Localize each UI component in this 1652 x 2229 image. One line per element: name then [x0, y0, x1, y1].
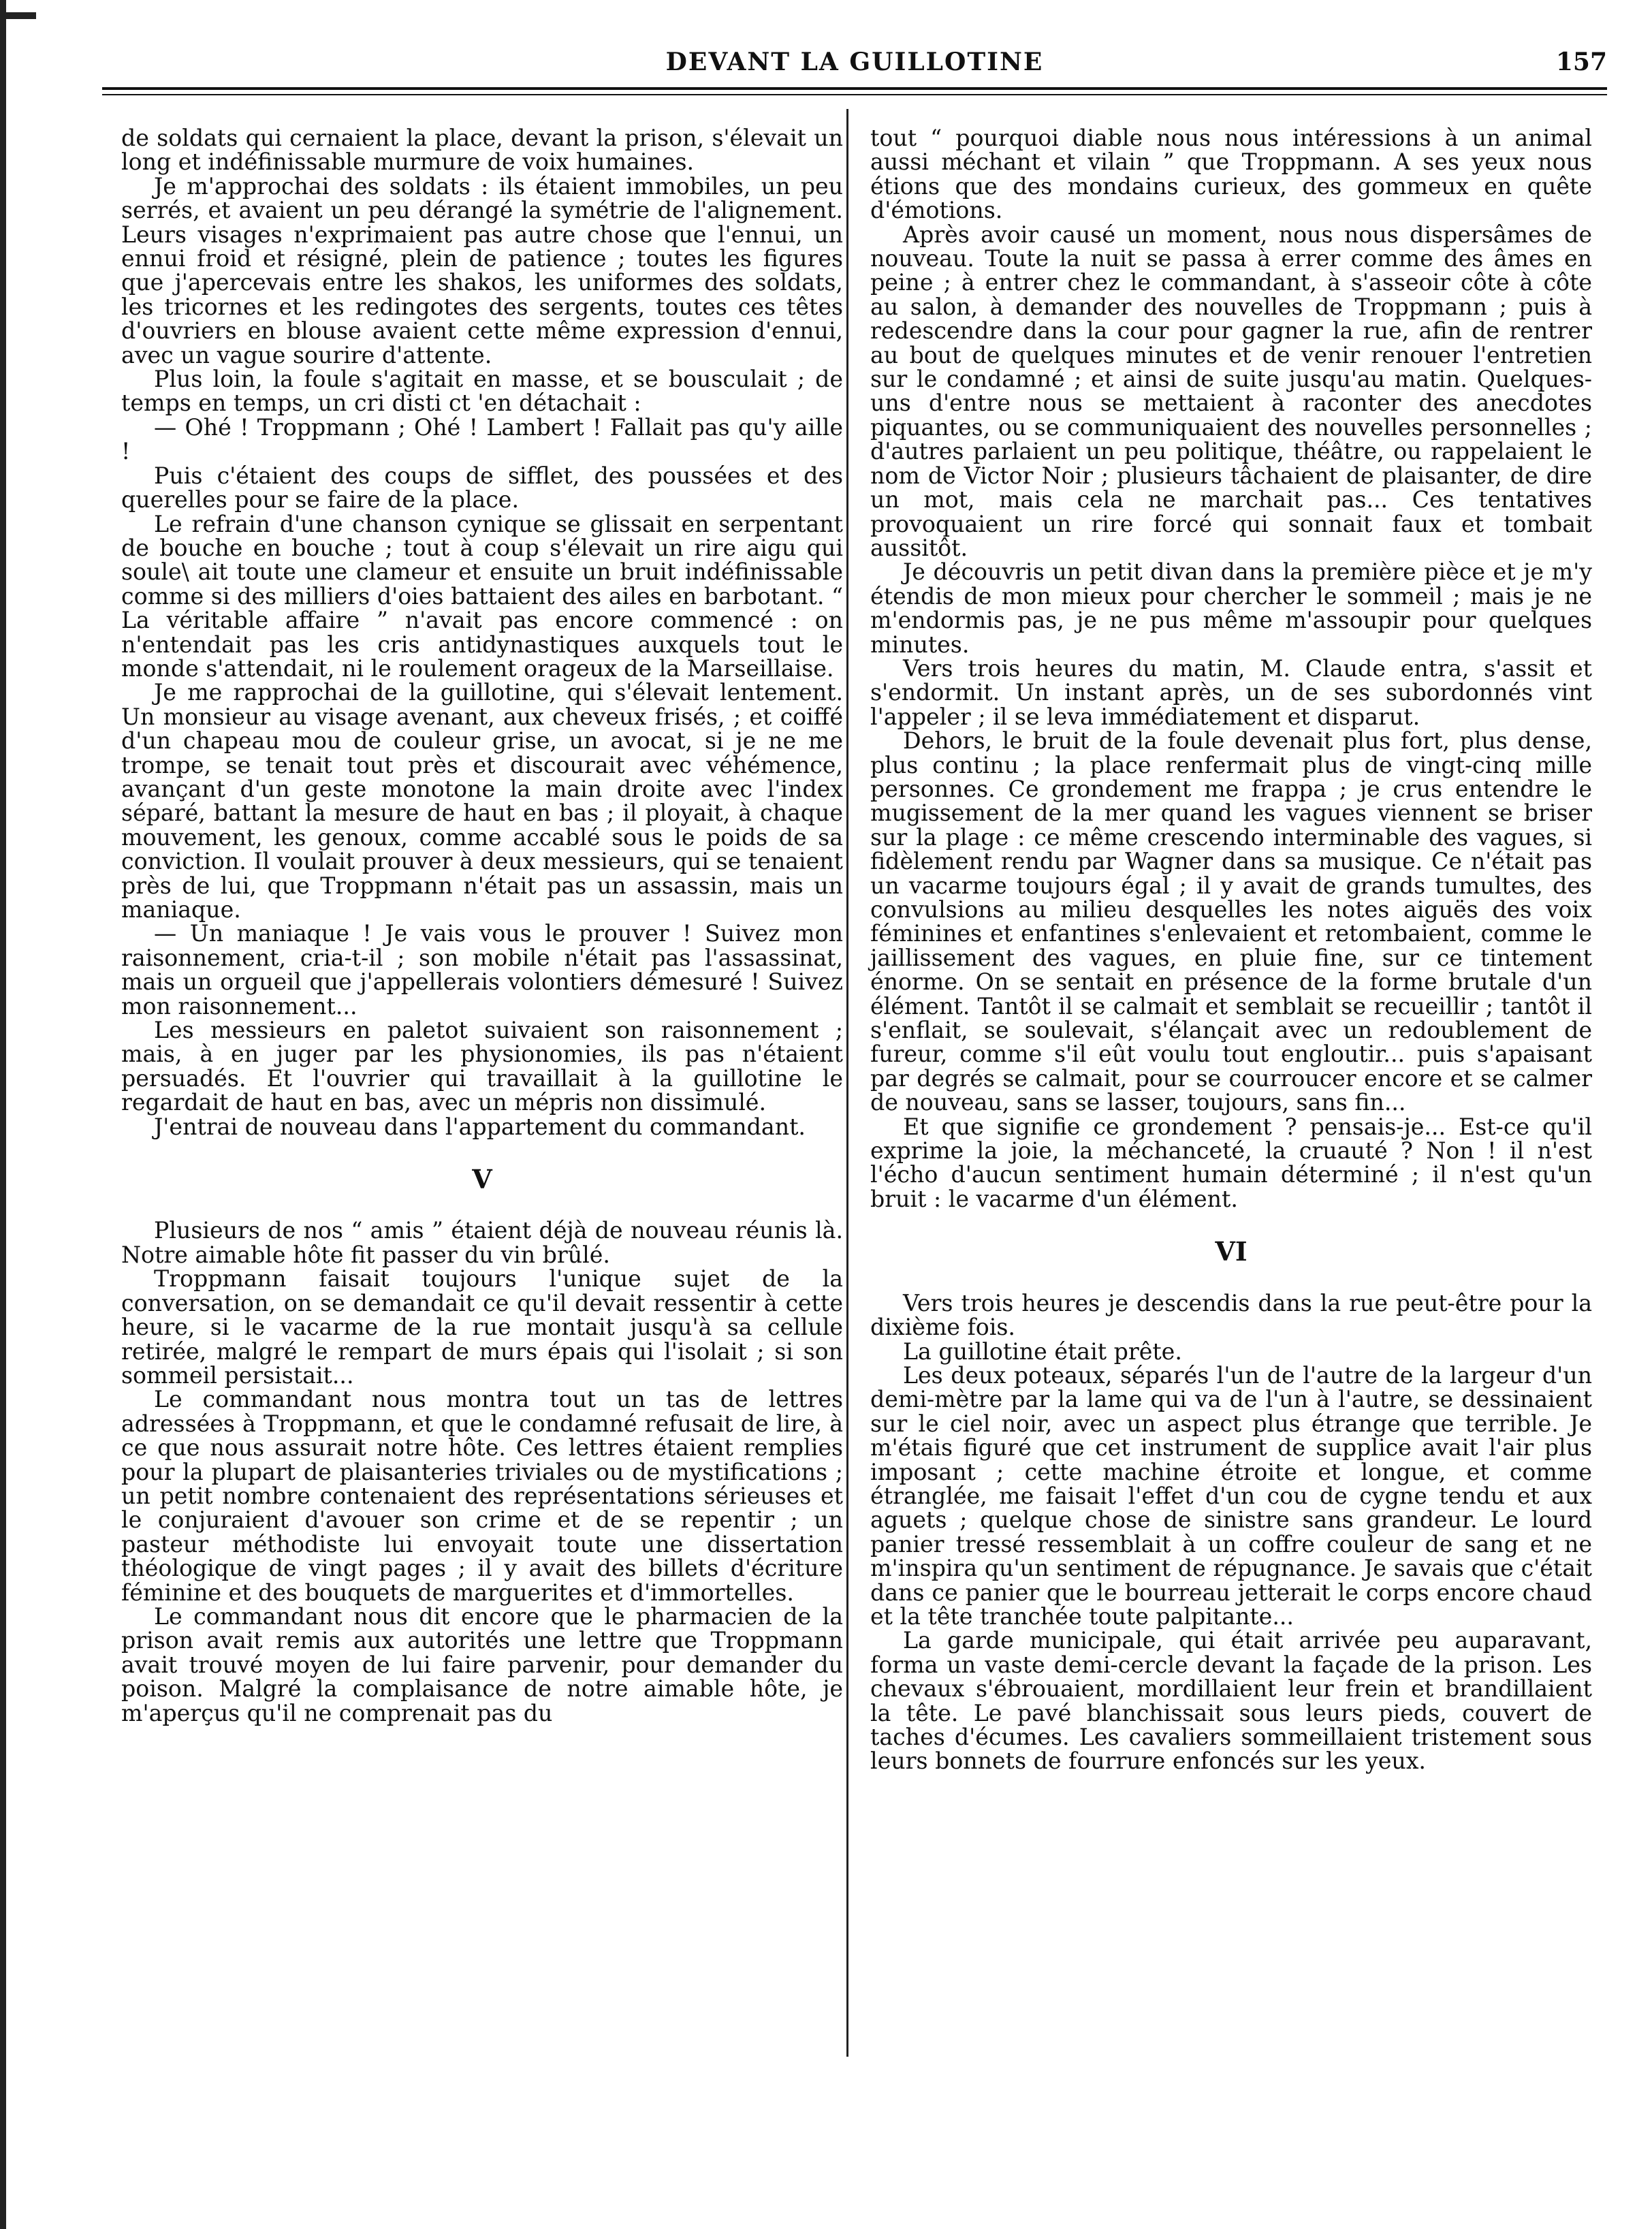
header-rule-thin [102, 94, 1607, 95]
binding-edge [0, 0, 6, 2229]
paragraph: La garde municipale, qui était arrivée peu auparavant, forma un vaste demi-cercle devant la façade de la prison. Les chevaux s'ébrouaient, mordillaient leur frein et brandillaient la tête. Le pavé blanchissait sous leurs pieds, couvert de taches d'écumes. Les cavaliers sommeillaient tristement sous leurs bonnets de fourrure enfoncés sur les yeux. [870, 1627, 1592, 1775]
section-heading-vi: VI [1215, 1236, 1248, 1267]
paragraph: Puis c'étaient des coups de sifflet, des poussées et des querelles pour se faire de la place. [121, 462, 843, 513]
column-divider [846, 109, 848, 2057]
page-number: 157 [1555, 48, 1607, 76]
paragraph: Les messieurs en paletot suivaient son raisonnement ; mais, à en juger par les physionomies, ils pas n'étaient persuadés. Et l'ouvrier qui travaillait à la guillotine le regardait de haut en bas, avec un mépris non dissimulé. [121, 1017, 843, 1116]
paragraph: Plus loin, la foule s'agitait en masse, et se bousculait ; de temps en temps, un cri disti ct 'en détachait : [121, 366, 843, 417]
header-rule-thick [102, 87, 1607, 90]
left-column [121, 126, 843, 1725]
paragraph: Plusieurs de nos “ amis ” étaient déjà de nouveau réunis là. Notre aimable hôte fit passer du vin brûlé. [121, 1217, 843, 1268]
paragraph: Les deux poteaux, séparés l'un de l'autre de la largeur d'un demi-mètre par la lame qui va de l'un à l'autre, se dessinaient sur le ciel noir, avec un aspect plus étrange que terrible. Je m'étais figuré que cet instrument de supplice avait l'air plus imposant ; cette machine étroite et longue, et comme étranglée, me faisait l'effet d'un cou de cygne tendu et aux aguets ; quelque chose de sinistre sans grandeur. Le lourd panier tressé ressemblait à un coffre couleur de sang et ne m'inspira qu'un sentiment de répugnance. Je savais que c'était dans ce panier que le bourreau jetterait le corps encore chaud et la tête tranchée toute palpitante... [870, 1361, 1592, 1630]
paragraph: de soldats qui cernaient la place, devant la prison, s'élevait un long et indéfinissable murmure de voix humaines. [121, 125, 843, 176]
paragraph: Je m'approchai des soldats : ils étaient immobiles, un peu serrés, et avaient un peu dérangé la symétrie de l'alignement. Leurs visages n'exprimaient pas autre chose que l'ennui, un ennui froid et résigné, plein de patience ; toutes les figures que j'apercevais entre les shakos, les uniformes des soldats, les tricornes et les redingotes des sergents, toutes ces têtes d'ouvriers en blouse avaient cette même expression d'ennui, avec un vague sourire d'attente. [121, 172, 843, 368]
paragraph: Vers trois heures je descendis dans la rue peut-être pour la dixième fois. [870, 1289, 1592, 1341]
paragraph: J'entrai de nouveau dans l'appartement du commandant. [154, 1113, 806, 1140]
paragraph: Je me rapprochai de la guillotine, qui s'élevait lentement. Un monsieur au visage avenant, aux cheveux frisés, ; et coiffé d'un chapeau mou de couleur grise, un avocat, si je ne me trompe, se tenait tout près et discourait avec véhémence, avançant d'un geste monotone la main droite avec l'index séparé, battant la mesure de haut en bas ; il ployait, à chaque mouvement, les genoux, comme accablé sous le poids de sa conviction. Il voulait prouver à deux messieurs, qui se tenaient près de lui, que Troppmann n'était pas un assassin, mais un maniaque. [121, 679, 843, 923]
section-heading-v: V [472, 1164, 492, 1195]
paragraph: Et que signifie ce grondement ? pensais-je... Est-ce qu'il exprime la joie, la méchanceté, la cruauté ? Non ! il n'est l'écho d'aucun sentiment humain déterminé ; il n'est qu'un bruit : le vacarme d'un élément. [870, 1113, 1592, 1212]
paragraph: tout “ pourquoi diable nous nous intéressions à un animal aussi méchant et vilain ” que Troppmann. A ses yeux nous étions que des mondains curieux, des gommeux en quête d'émotions. [870, 125, 1592, 224]
paragraph: La guillotine était prête. [903, 1338, 1182, 1365]
paragraph: Le refrain d'une chanson cynique se glissait en serpentant de bouche en bouche ; tout à coup s'élevait un rire aigu qui soule\ ait toute une clameur et ensuite un bruit indéfinissable comme si des milliers d'oies battaient des ailes en barbotant. “ La véritable affaire ” n'avait pas encore commencé : on n'entendait pas les cris antidynastiques auxquels tout le monde s'attendait, ni le roulement orageux de la Marseillaise. [121, 510, 843, 682]
paragraph: Après avoir causé un moment, nous nous dispersâmes de nouveau. Toute la nuit se passa à errer comme des âmes en peine ; à entrer chez le commandant, à s'asseoir côte à côte au salon, à demander des nouvelles de Troppmann ; puis à redescendre dans la cour pour gagner la rue, afin de rentrer au bout de quelques minutes et de venir renouer l'entretien sur le condamné ; et ainsi de suite jusqu'au matin. Quelques-uns d'entre nous se mettaient à raconter des anecdotes piquantes, ou se communiquaient des nouvelles personnelles ; d'autres parlaient un peu politique, théâtre, ou rappelaient le nom de Victor Noir ; plusieurs tâchaient de plaisanter, de dire un mot, mais cela ne marchait pas... Ces tentatives provoquaient un rire forcé qui sonnait faux et tombait aussitôt. [870, 221, 1592, 561]
running-title: DEVANT LA GUILLOTINE [665, 48, 1044, 76]
right-column [870, 126, 1592, 1773]
paragraph: Le commandant nous dit encore que le pharmacien de la prison avait remis aux autorités une lettre que Troppmann avait trouvé moyen de lui faire parvenir, pour demander du poison. Malgré la complaisance de notre aimable hôte, je m'aperçus qu'il ne comprenait pas du [121, 1602, 843, 1726]
paragraph: Je découvris un petit divan dans la première pièce et je m'y étendis de mon mieux pour chercher le sommeil ; mais je ne m'endormis pas, je ne pus même m'assoupir pour quelques minutes. [870, 558, 1592, 658]
paragraph: Vers trois heures du matin, M. Claude entra, s'assit et s'endormit. Un instant après, un de ses subordonnés vint l'appeler ; il se leva immédiatement et disparut. [870, 654, 1592, 730]
paragraph: Troppmann faisait toujours l'unique sujet de la conversation, on se demandait ce qu'il devait ressentir à cette heure, si le vacarme de la rue montait jusqu'à sa cellule retirée, malgré le rempart de murs épais qui l'isolait ; si son sommeil persistait... [121, 1265, 843, 1389]
paragraph: — Un maniaque ! Je vais vous le prouver ! Suivez mon raisonnement, cria-t-il ; son mobile n'était pas l'assassinat, mais un orgueil que j'appellerais volontiers démesuré ! Suivez mon raisonnement... [121, 920, 843, 1019]
paragraph: — Ohé ! Troppmann ; Ohé ! Lambert ! Fallait pas qu'y aille ! [121, 413, 843, 465]
page-header [102, 48, 1607, 89]
paragraph: Dehors, le bruit de la foule devenait plus fort, plus dense, plus continu ; la place renfermait plus de vingt-cinq mille personnes. Ce grondement me frappa ; je crus entendre le mugissement de la mer quand les vagues viennent se briser sur la plage : ce même crescendo interminable des vagues, si fidèlement rendu par Wagner dans sa musique. Ce n'était pas un vacarme toujours égal ; il y avait de grands tumultes, des convulsions au milieu desquelles les notes aiguës des voix féminines et enfantines s'enlevaient et retombaient, comme le jaillissement des vagues, en pluie fine, sur ce tintement énorme. On se sentait en présence de la forme brutale d'un élément. Tantôt il se calmait et semblait se recueillir ; tantôt il s'enflait, se soulevait, s'élançait avec un redoublement de fureur, comme s'il eût voulu tout engloutir... puis s'apaisant par degrés se calmait, pour se courroucer encore et se calmer de nouveau, sans se lasser, toujours, sans fin... [870, 727, 1592, 1116]
paragraph: Le commandant nous montra tout un tas de lettres adressées à Troppmann, et que le condamné refusait de lire, à ce que nous assurait notre hôte. Ces lettres étaient remplies pour la plupart de plaisanteries triviales ou de mystifications ; un petit nombre contenaient des représentations sérieuses et le conjuraient d'avouer son crime et de se repentir ; un pasteur méthodiste lui envoyait toute une dissertation théologique de vingt pages ; il y avait des billets d'écriture féminine et des bouquets de marguerites et d'immortelles. [121, 1386, 843, 1606]
binding-edge-corner [6, 12, 36, 19]
